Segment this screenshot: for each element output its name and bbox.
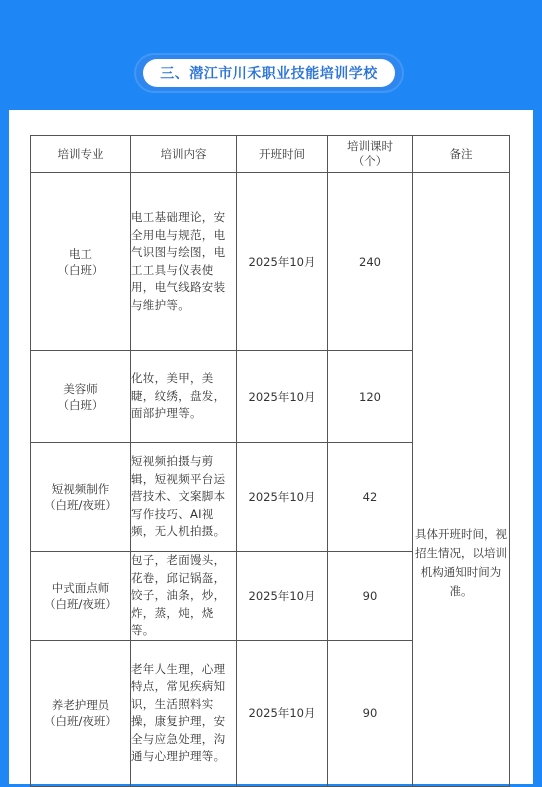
- header-major: 培训专业: [31, 136, 131, 173]
- major-shift: （白班）: [57, 262, 104, 277]
- hours-cell: 42: [328, 443, 413, 552]
- major-name: 中式面点师: [51, 580, 110, 595]
- major-shift: （白班/夜班）: [44, 714, 117, 728]
- content-panel: [9, 110, 533, 784]
- note-text: 具体开班时间，视招生情况，以培训机构通知时间为准。: [415, 527, 507, 599]
- table-row: [31, 173, 510, 351]
- note-cell: [413, 173, 510, 787]
- major-shift: （白班/夜班）: [44, 498, 117, 512]
- start-time-cell: 2025年10月: [237, 552, 328, 641]
- start-time-cell: 2025年10月: [237, 351, 328, 443]
- major-name: 养老护理员: [51, 698, 110, 712]
- training-schedule-table: [30, 135, 510, 787]
- header-hours: [328, 136, 413, 173]
- section-title: 三、潜江市川禾职业技能培训学校: [143, 59, 395, 87]
- content-cell: 短视频拍摄与剪辑，短视频平台运营技术、文案脚本写作技巧、AI视频，无人机拍摄。: [131, 443, 237, 552]
- header-start-time: 开班时间: [237, 136, 328, 173]
- content-cell: 老年人生理，心理特点，常见疾病知识，生活照料实操，康复护理，安全与应急处理，沟通与心理护理等。: [131, 640, 237, 786]
- table-header-row: [31, 136, 510, 173]
- section-title-pill: [136, 55, 402, 91]
- major-cell: [31, 173, 131, 351]
- hours-cell: 120: [328, 351, 413, 443]
- start-time-cell: 2025年10月: [237, 443, 328, 552]
- content-cell: 电工基础理论，安全用电与规范，电气识图与绘图，电工工具与仪表使用，电气线路安装与维护等。: [131, 173, 237, 351]
- major-cell: [31, 351, 131, 443]
- header-hours-unit: （个）: [352, 154, 388, 168]
- header-hours-label: 培训课时: [347, 139, 393, 153]
- start-time-cell: 2025年10月: [237, 173, 328, 351]
- content-cell: 包子，老面馒头，花卷，邱记锅盔，饺子，油条，炒，炸，蒸，炖，烧等。: [131, 552, 237, 641]
- hours-cell: 90: [328, 552, 413, 641]
- start-time-cell: 2025年10月: [237, 640, 328, 786]
- hours-cell: 240: [328, 173, 413, 351]
- content-cell: 化妆，美甲，美睫，纹绣，盘发，面部护理等。: [131, 351, 237, 443]
- major-cell: [31, 640, 131, 786]
- major-cell: [31, 552, 131, 641]
- major-name: 美容师: [63, 381, 98, 396]
- header-content: 培训内容: [131, 136, 237, 173]
- hours-cell: 90: [328, 640, 413, 786]
- major-cell: [31, 443, 131, 552]
- major-shift: （白班/夜班）: [44, 596, 117, 611]
- major-shift: （白班）: [57, 397, 104, 412]
- header-note: 备注: [413, 136, 510, 173]
- major-name: 电工: [69, 246, 92, 261]
- major-name: 短视频制作: [51, 482, 110, 496]
